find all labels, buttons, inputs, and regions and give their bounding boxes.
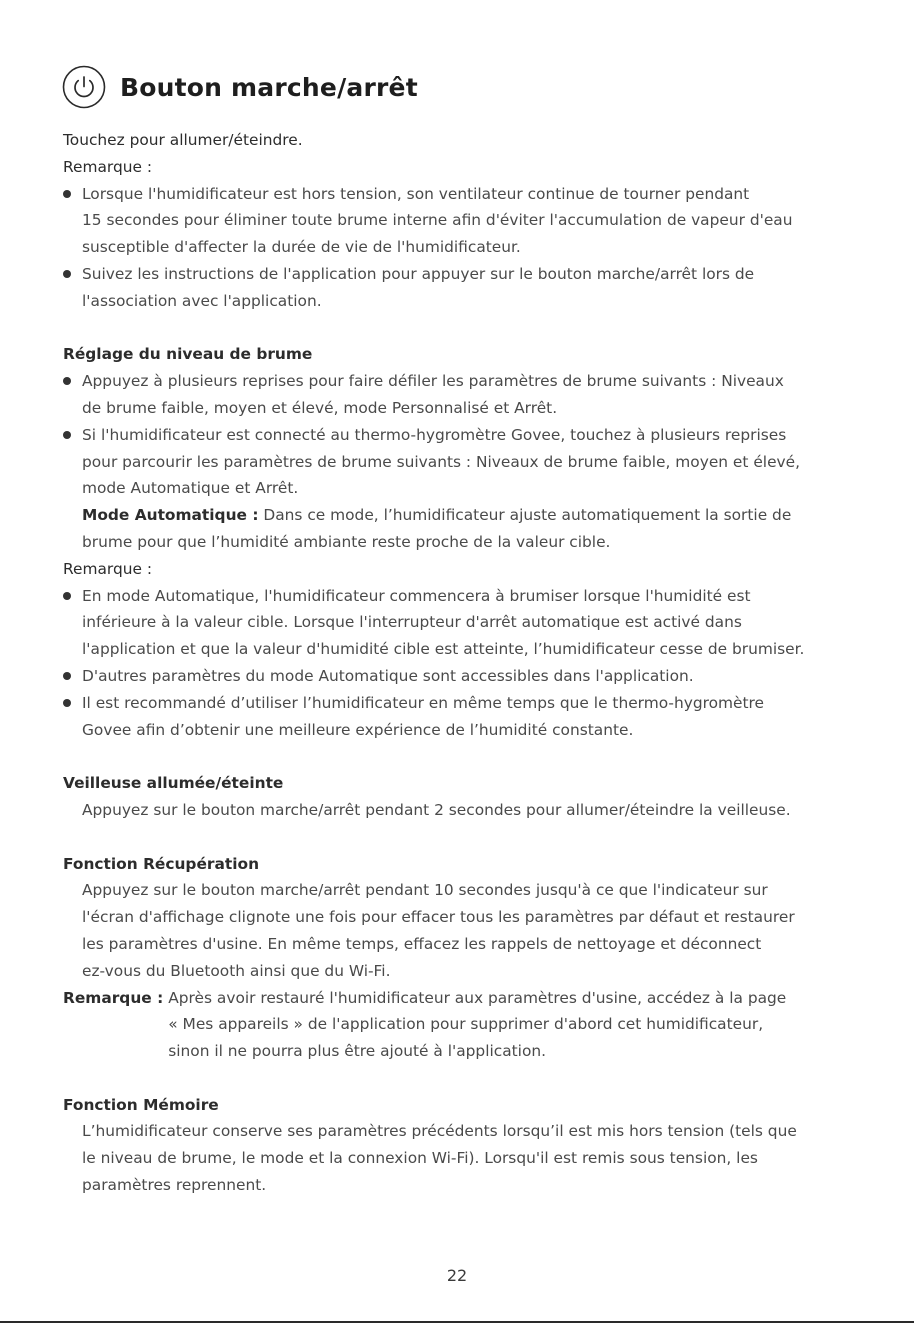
bullet-line: Appuyez à plusieurs reprises pour faire défiler les paramètres de brume suivants : Niveaux [82,372,784,391]
bottom-divider [0,1321,914,1323]
list-item [63,368,863,422]
bullet-icon [63,270,71,278]
remark-label: Remarque : [63,559,153,578]
bullet-line: pour parcourir les paramètres de brume suivants : Niveaux de brume faible, moyen et élevé, [82,452,801,471]
page-content [63,127,863,1199]
recovery-remark [63,985,863,1065]
page-number: 22 [446,1266,468,1285]
recovery-line: Appuyez sur le bouton marche/arrêt pendant 10 secondes jusqu'à ce que l'indicateur sur [82,881,768,900]
list-item [63,663,863,690]
page-title: Bouton marche/arrêt [120,72,418,102]
list-item [63,690,863,744]
auto-mode-line [63,502,863,529]
memory-line: le niveau de brume, le mode et la connexion Wi-Fi). Lorsqu'il est remis sous tension, les [82,1149,758,1168]
bullet-line: de brume faible, moyen et élevé, mode Personnalisé et Arrêt. [82,398,558,417]
mist-heading: Réglage du niveau de brume [63,345,313,364]
recovery-line: ez-vous du Bluetooth ainsi que du Wi-Fi. [82,961,391,980]
recovery-line: l'écran d'affichage clignote une fois pour effacer tous les paramètres par défaut et restaurer [82,908,795,927]
bullet-line: 15 secondes pour éliminer toute brume interne afin d'éviter l'accumulation de vapeur d'eau [82,211,793,230]
bullet-line: mode Automatique et Arrêt. [82,479,299,498]
touch-instruction: Touchez pour allumer/éteindre. [63,131,303,149]
memory-line: paramètres reprennent. [82,1176,267,1195]
nightlight-heading: Veilleuse allumée/éteinte [63,774,284,793]
memory-line: L’humidificateur conserve ses paramètres précédents lorsqu’il est mis hors tension (tels que [82,1122,797,1141]
bullet-line: D'autres paramètres du mode Automatique sont accessibles dans l'application. [82,666,694,685]
recovery-line: les paramètres d'usine. En même temps, effacez les rappels de nettoyage et déconnect [82,934,762,953]
bullet-icon [63,431,71,439]
bullet-line: Si l'humidificateur est connecté au thermo-hygromètre Govee, touchez à plusieurs reprises [82,425,787,444]
bullet-icon [63,699,71,707]
bullet-line: l'association avec l'application. [82,291,322,310]
recovery-heading: Fonction Récupération [63,854,260,873]
bullet-icon [63,592,71,600]
bullet-line: inférieure à la valeur cible. Lorsque l'interrupteur d'arrêt automatique est activé dans [82,613,742,632]
bullet-line: Il est recommandé d’utiliser l’humidificateur en même temps que le thermo-hygromètre [82,693,764,712]
bullet-icon [63,190,71,198]
memory-heading: Fonction Mémoire [63,1095,219,1114]
remark-line: sinon il ne pourra plus être ajouté à l'application. [168,1042,547,1061]
bullet-line: Lorsque l'humidificateur est hors tension, son ventilateur continue de tourner pendant [82,184,750,203]
bullet-line: susceptible d'affecter la durée de vie de l'humidificateur. [82,238,521,257]
bullet-icon [63,377,71,385]
list-item [63,261,863,315]
section-title-row [62,64,418,110]
auto-mode-label: Mode Automatique : [82,506,259,525]
bullet-icon [63,672,71,680]
list-item [63,422,863,502]
remark-label: Remarque : [63,988,164,1007]
bullet-line: l'application et que la valeur d'humidité cible est atteinte, l’humidificateur cesse de brumiser. [82,640,805,659]
remark-line: « Mes appareils » de l'application pour supprimer d'abord cet humidificateur, [168,1015,764,1034]
bullet-line: Govee afin d’obtenir une meilleure expérience de l’humidité constante. [82,720,634,739]
remark-label: Remarque : [63,157,153,176]
auto-mode-text-cont: brume pour que l’humidité ambiante reste proche de la valeur cible. [82,532,611,551]
remark-line: Après avoir restauré l'humidificateur aux paramètres d'usine, accédez à la page [168,988,787,1007]
nightlight-text: Appuyez sur le bouton marche/arrêt pendant 2 secondes pour allumer/éteindre la veilleuse. [82,800,791,819]
list-item [63,181,863,261]
bullet-line: En mode Automatique, l'humidificateur commencera à brumiser lorsque l'humidité est [82,586,751,605]
bullet-line: Suivez les instructions de l'application pour appuyer sur le bouton marche/arrêt lors de [82,264,755,283]
power-icon [62,65,106,109]
auto-mode-text: Dans ce mode, l’humidificateur ajuste automatiquement la sortie de [258,506,792,525]
list-item [63,583,863,663]
